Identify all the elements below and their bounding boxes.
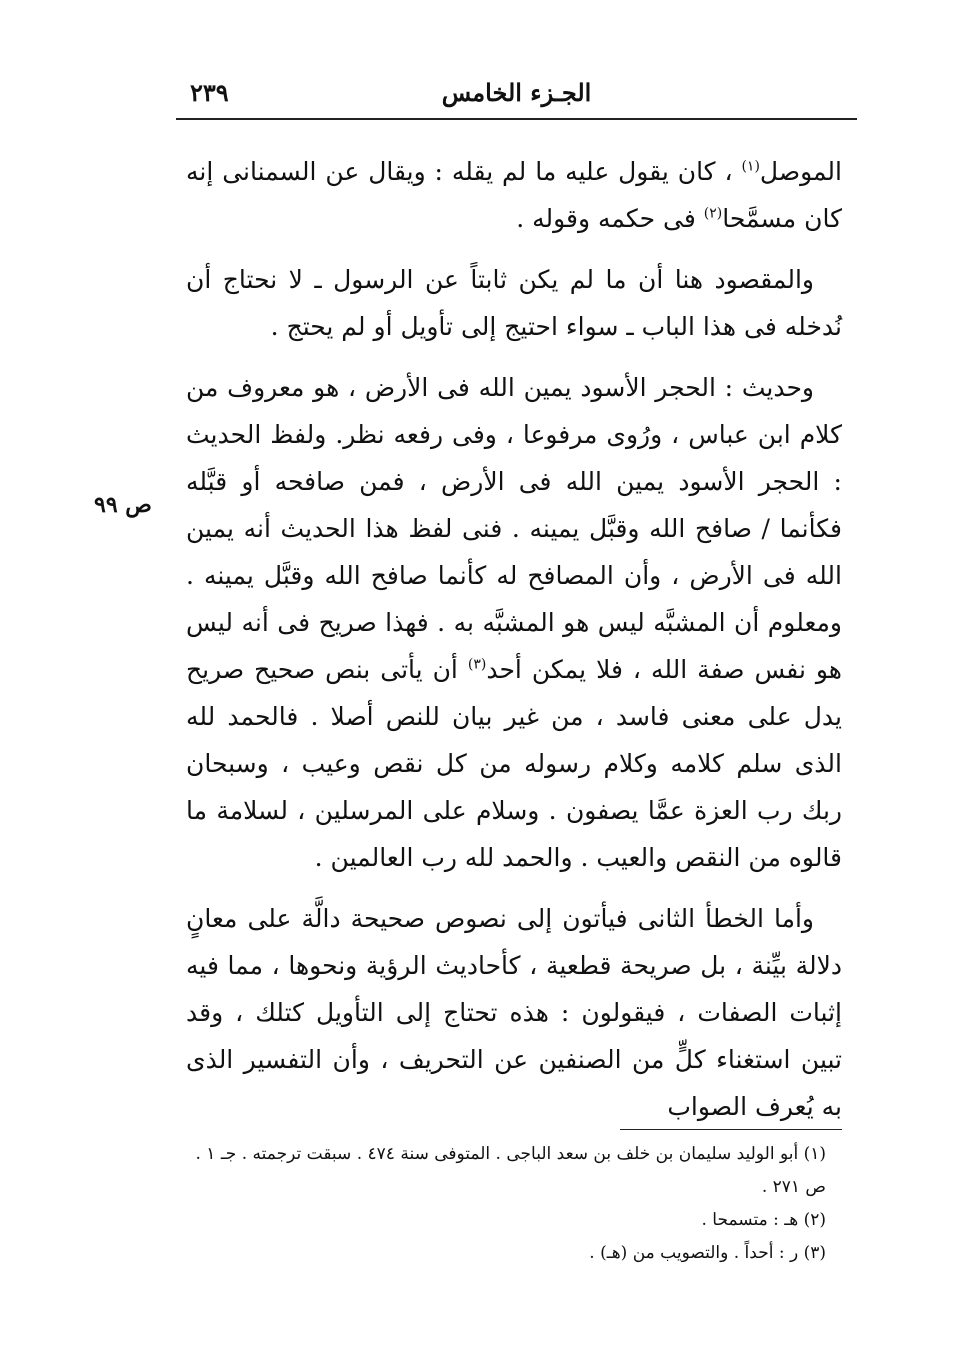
footnote: (٣) ر : أحداً . والتصويب من (هـ) . — [589, 1243, 826, 1263]
paragraph: والمقصود هنا أن ما لم يكن ثابتاً عن الرسول ـ لا نحتاج أن نُدخله فى هذا الباب ـ سواء احتيج إلى تأويل أو لم يحتج . — [186, 265, 842, 341]
main-text — [186, 148, 842, 1130]
footnote: (٢) هـ : متسمحا . — [701, 1210, 826, 1230]
paragraph-text: الموصل — [759, 157, 842, 186]
paragraph — [186, 364, 842, 881]
footnotes — [186, 1138, 826, 1270]
page-number: ٢٣٩ — [190, 78, 229, 107]
footnote-separator — [620, 1129, 842, 1130]
footnote: (١) أبو الوليد سليمان بن خلف بن سعد الباجى . المتوفى سنة ٤٧٤ . سبقت ترجمته . جـ ١ . ص ٢٧١ . — [195, 1144, 826, 1197]
paragraph-text: وحديث : الحجر الأسود يمين الله فى الأرض ، هو معروف من كلام ابن عباس ، ورُوى مرفوعا ، وفى رفعه نظر. ولفظ الحديث : الحجر الأسود يمين الله فى الأرض ، فمن صافحه أو قبَّله فكأنما / صافح الله وقبَّل يمينه . فنى لفظ هذا الحديث أنه يمين الله فى الأرض ، وأن المصافح له كأنما صافح الله وقبَّل يمينه . ومعلوم أن المشبَّه ليس هو المشبَّه به . فهذا صريح فى أنه ليس هو نفس صفة الله ، فلا يمكن أحد — [186, 373, 842, 684]
paragraph: وأما الخطأ الثانى فيأتون إلى نصوص صحيحة دالَّة على معانٍ دلالة بيِّنة ، بل صريحة قطعية ، كأحاديث الرؤية ونحوها ، مما فيه إثبات الصفات ، فيقولون : هذه تحتاج إلى التأويل كتلك ، وقد تبين استغناء كلٍّ من الصنفين عن التحريف ، وأن التفسير الذى به يُعرف الصواب — [186, 904, 842, 1121]
page-header — [176, 72, 857, 120]
footnote-marker: (١) — [741, 158, 760, 175]
margin-page-reference: ص ٩٩ — [94, 492, 152, 518]
footnote-marker: (٢) — [703, 205, 723, 222]
footnote-marker: (٣) — [467, 656, 487, 673]
paragraph-text: ، كان يقول عليه ما لم يقله : ويقال عن السمنانى إنه كان مسمَّحا — [186, 157, 842, 233]
running-title: الجـزء الخامس — [441, 78, 592, 107]
paragraph-text: أن يأتى بنص صحيح صريح يدل على معنى فاسد ، من غير بيان للنص أصلا . فالحمد لله الذى سلم كلامه وكلام رسوله من كل نقص وعيب ، وسبحان ربك رب العزة عمَّا يصفون . وسلام على المرسلين ، لسلامة ما قالوه من النقص والعيب . والحمد لله رب العالمين . — [186, 655, 842, 872]
paragraph — [186, 148, 842, 242]
paragraph-text: فى حكمه وقوله . — [516, 204, 704, 233]
